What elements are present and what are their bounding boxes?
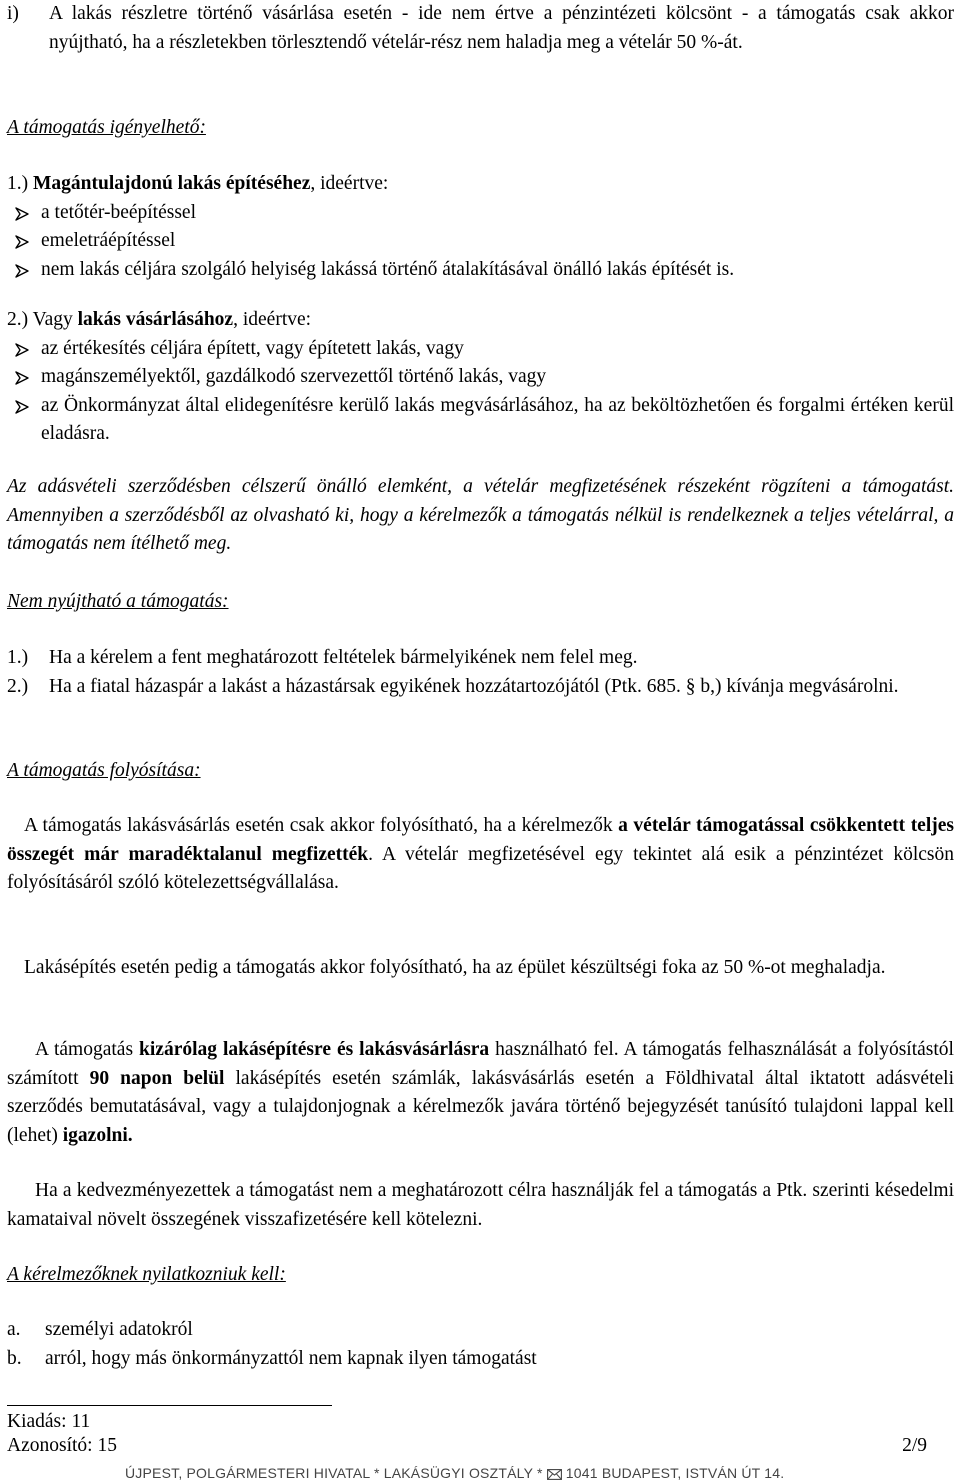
paragraph-text: használható fel. A támogatás felhasználását a folyósítástól számított [7, 1039, 954, 1089]
arrow-bullet-icon [7, 199, 41, 228]
eligible-item-2-pre: Vagy [32, 309, 78, 330]
bullet-text: nem lakás céljára szolgáló helyiség lakássá történő átalakításával önálló lakás építését is. [41, 258, 735, 280]
disbursement-paragraph-2: Lakásépítés esetén pedig a támogatás akkor folyósítható, ha az épület készültségi foka az 50 %-ot meghaladja. [24, 957, 886, 978]
declare-heading: A kérelmezőknek nyilatkozniuk kell: [7, 1264, 286, 1285]
paragraph-text: lakásépítés esetén számlák, lakásvásárlás esetén a Földhivatal által iktatott adásvételi szerződés bemutatásával, vagy a tulajdonjognak a kérelmezők javára történő bejegyzését tanúsító tulajdoni lappal kell (lehet) [7, 1067, 954, 1146]
footer-page-number: 2/9 [902, 1435, 927, 1456]
bullet-text: emeletráépítéssel [41, 230, 176, 251]
eligible-item-2-bold: lakás vásárlásához [77, 309, 234, 330]
disbursement-paragraph-1 [7, 812, 954, 898]
intro-item [7, 0, 954, 57]
eligible-item-2-rest: , ideértve: [233, 309, 312, 330]
arrow-bullet-icon [7, 335, 41, 364]
arrow-bullet-icon [7, 363, 41, 392]
intro-item-label: i) [7, 3, 19, 24]
footer-edition: Kiadás: 11 [7, 1411, 91, 1432]
footer [7, 1410, 927, 1458]
eligible-item-1-rest: , ideértve: [310, 173, 389, 194]
bullet-text: magánszemélyektől, gazdálkodó szervezettől történő lakás, vagy [41, 366, 547, 387]
footer-office-line [125, 1465, 784, 1483]
arrow-bullet-icon [7, 256, 41, 285]
bullet-text: az Önkormányzat által elidegenítésre kerülő lakás megvásárlásához, ha az beköltözhetően és forgalmi értéken kerül eladásra. [41, 394, 954, 444]
intro-item-text: A lakás részletre történő vásárlása esetén - ide nem értve a pénzintézeti kölcsönt - a támogatás csak akkor nyújtható, ha a részletekben törlesztendő vételár-rész nem haladja meg a vételár 50 %-át. [49, 3, 954, 53]
list-item-text: arról, hogy más önkormányzattól nem kapnak ilyen támogatást [45, 1347, 537, 1369]
paragraph-text: A támogatás lakásvásárlás esetén csak akkor folyósítható, ha a kérelmezők [24, 815, 619, 836]
list-item [7, 673, 954, 702]
footer-office: ÚJPEST, POLGÁRMESTERI HIVATAL * LAKÁSÜGYI OSZTÁLY * [125, 1465, 547, 1481]
eligible-item-1-bullets [7, 199, 954, 285]
paragraph-bold-text: kizárólag lakásépítésre és lakásvásárlásra [139, 1039, 490, 1060]
bullet-text: a tetőtér-beépítéssel [41, 201, 196, 223]
list-item-number: 1.) [7, 647, 29, 668]
list-item-label: b. [7, 1347, 22, 1369]
footer-identifier: Azonosító: 15 [7, 1435, 117, 1456]
footer-divider [7, 1405, 332, 1406]
eligible-item-2 [7, 306, 954, 449]
paragraph-text: . A vételár megfizetésével egy tekintet alá esik a pénzintézet kölcsön folyósításáról szóló kötelezettségvállalása. [7, 843, 954, 893]
disbursement-heading: A támogatás folyósítása: [7, 760, 201, 781]
arrow-bullet-icon [7, 227, 41, 256]
list-item-label: a. [7, 1319, 21, 1340]
arrow-bullet-icon [7, 392, 41, 449]
list-item [7, 644, 954, 673]
eligible-item-2-bullets [7, 335, 954, 449]
declare-list [7, 1316, 954, 1373]
eligible-item-1-number: 1.) [7, 173, 29, 194]
list-item [7, 256, 954, 285]
paragraph-text: A támogatás [35, 1039, 140, 1060]
list-item-text: Ha a fiatal házaspár a lakást a házastársak egyikének hozzátartozójától (Ptk. 685. § b,) kívánja megvásárolni. [49, 675, 899, 697]
not-granted-list [7, 644, 954, 701]
contract-note: Az adásvételi szerződésben célszerű önálló elemként, a vételár megfizetésének részeként rögzíteni a támogatást. Amennyiben a szerződésből az olvasható ki, hogy a kérelmezők a támogatás nélkül is rendelkeznek a teljes vételárral, a támogatás nem ítélhető meg. [7, 476, 954, 554]
list-item [7, 199, 954, 228]
disbursement-paragraph-4: Ha a kedvezményezettek a támogatást nem a meghatározott célra használják fel a támogatás a Ptk. szerinti késedelmi kamataival növelt összegének visszafizetésére kell kötelezni. [7, 1180, 954, 1230]
envelope-icon [547, 1467, 562, 1483]
list-item [7, 335, 954, 364]
paragraph-bold-text: a vételár támogatással csökkentett teljes összegét már maradéktalanul megfizették [7, 815, 954, 865]
list-item-text: személyi adatokról [45, 1319, 193, 1340]
list-item [7, 363, 954, 392]
bullet-text: az értékesítés céljára épített, vagy építetett lakás, vagy [41, 337, 464, 359]
paragraph-bold-text: 90 napon belül [89, 1067, 225, 1089]
list-item [7, 392, 954, 449]
list-item [7, 227, 954, 256]
list-item-text: Ha a kérelem a fent meghatározott feltételek bármelyikének nem felel meg. [49, 647, 638, 668]
not-granted-heading: Nem nyújtható a támogatás: [7, 591, 229, 612]
list-item-number: 2.) [7, 675, 29, 697]
eligible-item-2-title [7, 306, 954, 335]
eligible-item-2-number: 2.) [7, 309, 29, 330]
disbursement-paragraph-3 [7, 1036, 954, 1150]
eligible-item-1-title [7, 170, 954, 199]
eligible-item-1-bold: Magántulajdonú lakás építéséhez [33, 173, 311, 194]
footer-row [7, 1434, 927, 1458]
list-item [7, 1316, 954, 1345]
eligible-item-1 [7, 170, 954, 284]
eligible-heading: A támogatás igényelhető: [7, 117, 206, 138]
footer-address: 1041 BUDAPEST, ISTVÁN ÚT 14. [565, 1465, 785, 1481]
list-item [7, 1345, 954, 1374]
paragraph-bold-text: igazolni. [62, 1124, 133, 1146]
